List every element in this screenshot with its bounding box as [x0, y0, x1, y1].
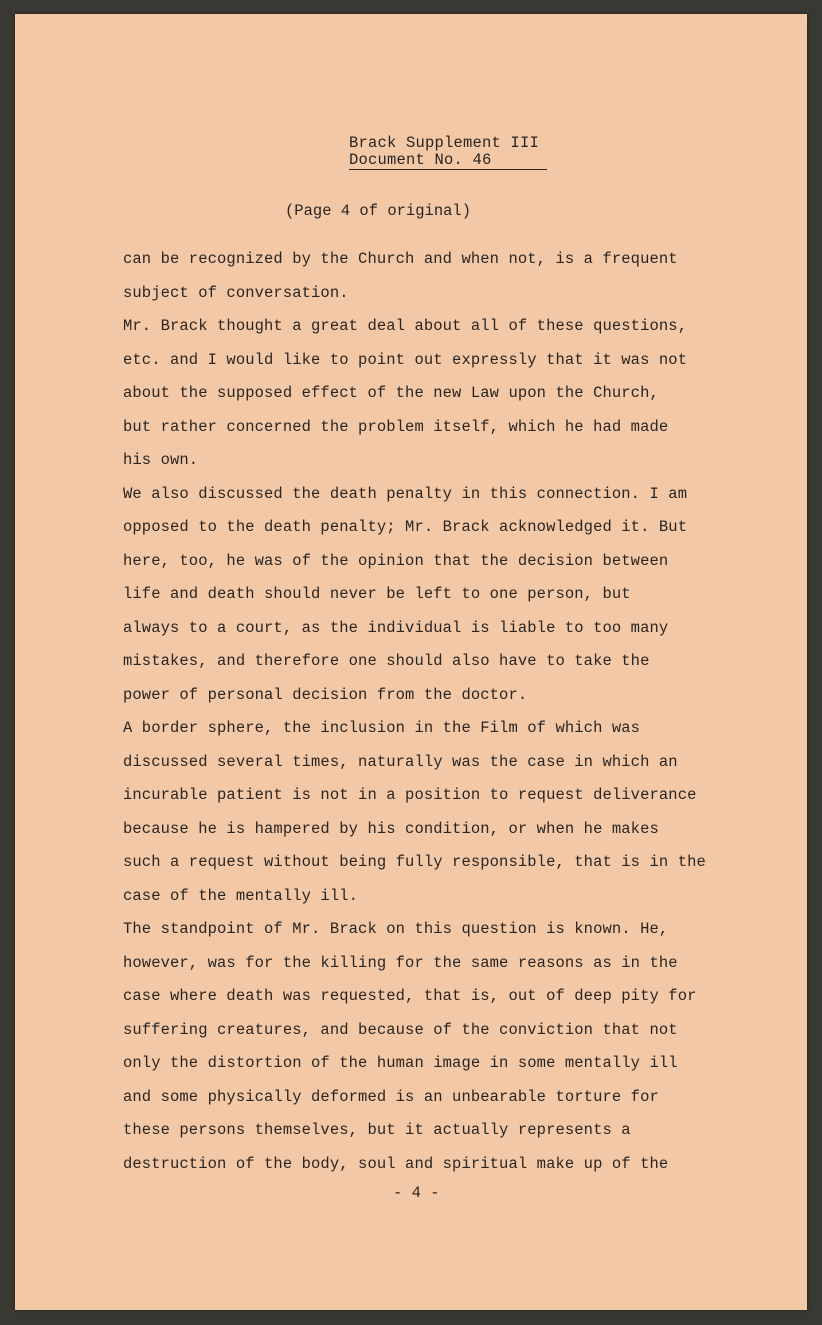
header-document-number: Document No. 46: [349, 152, 547, 170]
text-line: because he is hampered by his condition, or when he makes: [123, 819, 659, 838]
text-line: these persons themselves, but it actually represents a: [123, 1121, 631, 1139]
text-line: here, too, he was of the opinion that the decision between: [123, 551, 669, 570]
text-line: case of the mentally ill.: [123, 886, 359, 905]
paper-page: [15, 14, 807, 1310]
text-line: We also discussed the death penalty in this connection. I am: [123, 484, 688, 503]
text-line: The standpoint of Mr. Brack on this question is known. He,: [123, 920, 669, 938]
text-line: opposed to the death penalty; Mr. Brack acknowledged it. But: [123, 518, 688, 536]
text-line: and some physically deformed is an unbearable torture for: [123, 1087, 659, 1106]
text-line: Mr. Brack thought a great deal about all of these questions,: [123, 317, 688, 335]
text-line: destruction of the body, soul and spiritual make up of the: [123, 1154, 669, 1173]
text-line: can be recognized by the Church and when not, is a frequent: [123, 250, 678, 268]
page-number: - 4 -: [393, 1184, 440, 1202]
text-line: however, was for the killing for the same reasons as in the: [123, 953, 678, 972]
text-line: such a request without being fully responsible, that is in the: [123, 853, 706, 871]
text-line: mistakes, and therefore one should also have to take the: [123, 652, 650, 670]
body-text: [123, 243, 773, 1181]
text-line: power of personal decision from the doctor.: [123, 685, 528, 704]
document-header: [349, 135, 547, 170]
text-line: subject of conversation.: [123, 283, 349, 302]
text-line: discussed several times, naturally was the case in which an: [123, 752, 678, 771]
header-title: Brack Supplement III: [349, 134, 540, 152]
text-line: about the supposed effect of the new Law upon the Church,: [123, 384, 659, 402]
text-line: incurable patient is not in a position to request deliverance: [123, 786, 697, 804]
text-line: his own.: [123, 451, 199, 469]
text-line: A border sphere, the inclusion in the Film of which was: [123, 719, 641, 737]
page-of-original: (Page 4 of original): [285, 202, 472, 220]
text-line: only the distortion of the human image in some mentally ill: [123, 1054, 678, 1072]
text-line: suffering creatures, and because of the conviction that not: [123, 1020, 678, 1039]
text-line: always to a court, as the individual is liable to too many: [123, 618, 669, 637]
text-line: but rather concerned the problem itself, which he had made: [123, 417, 669, 436]
text-line: etc. and I would like to point out expressly that it was not: [123, 350, 688, 369]
text-line: life and death should never be left to one person, but: [123, 585, 631, 603]
text-line: case where death was requested, that is, out of deep pity for: [123, 987, 697, 1005]
